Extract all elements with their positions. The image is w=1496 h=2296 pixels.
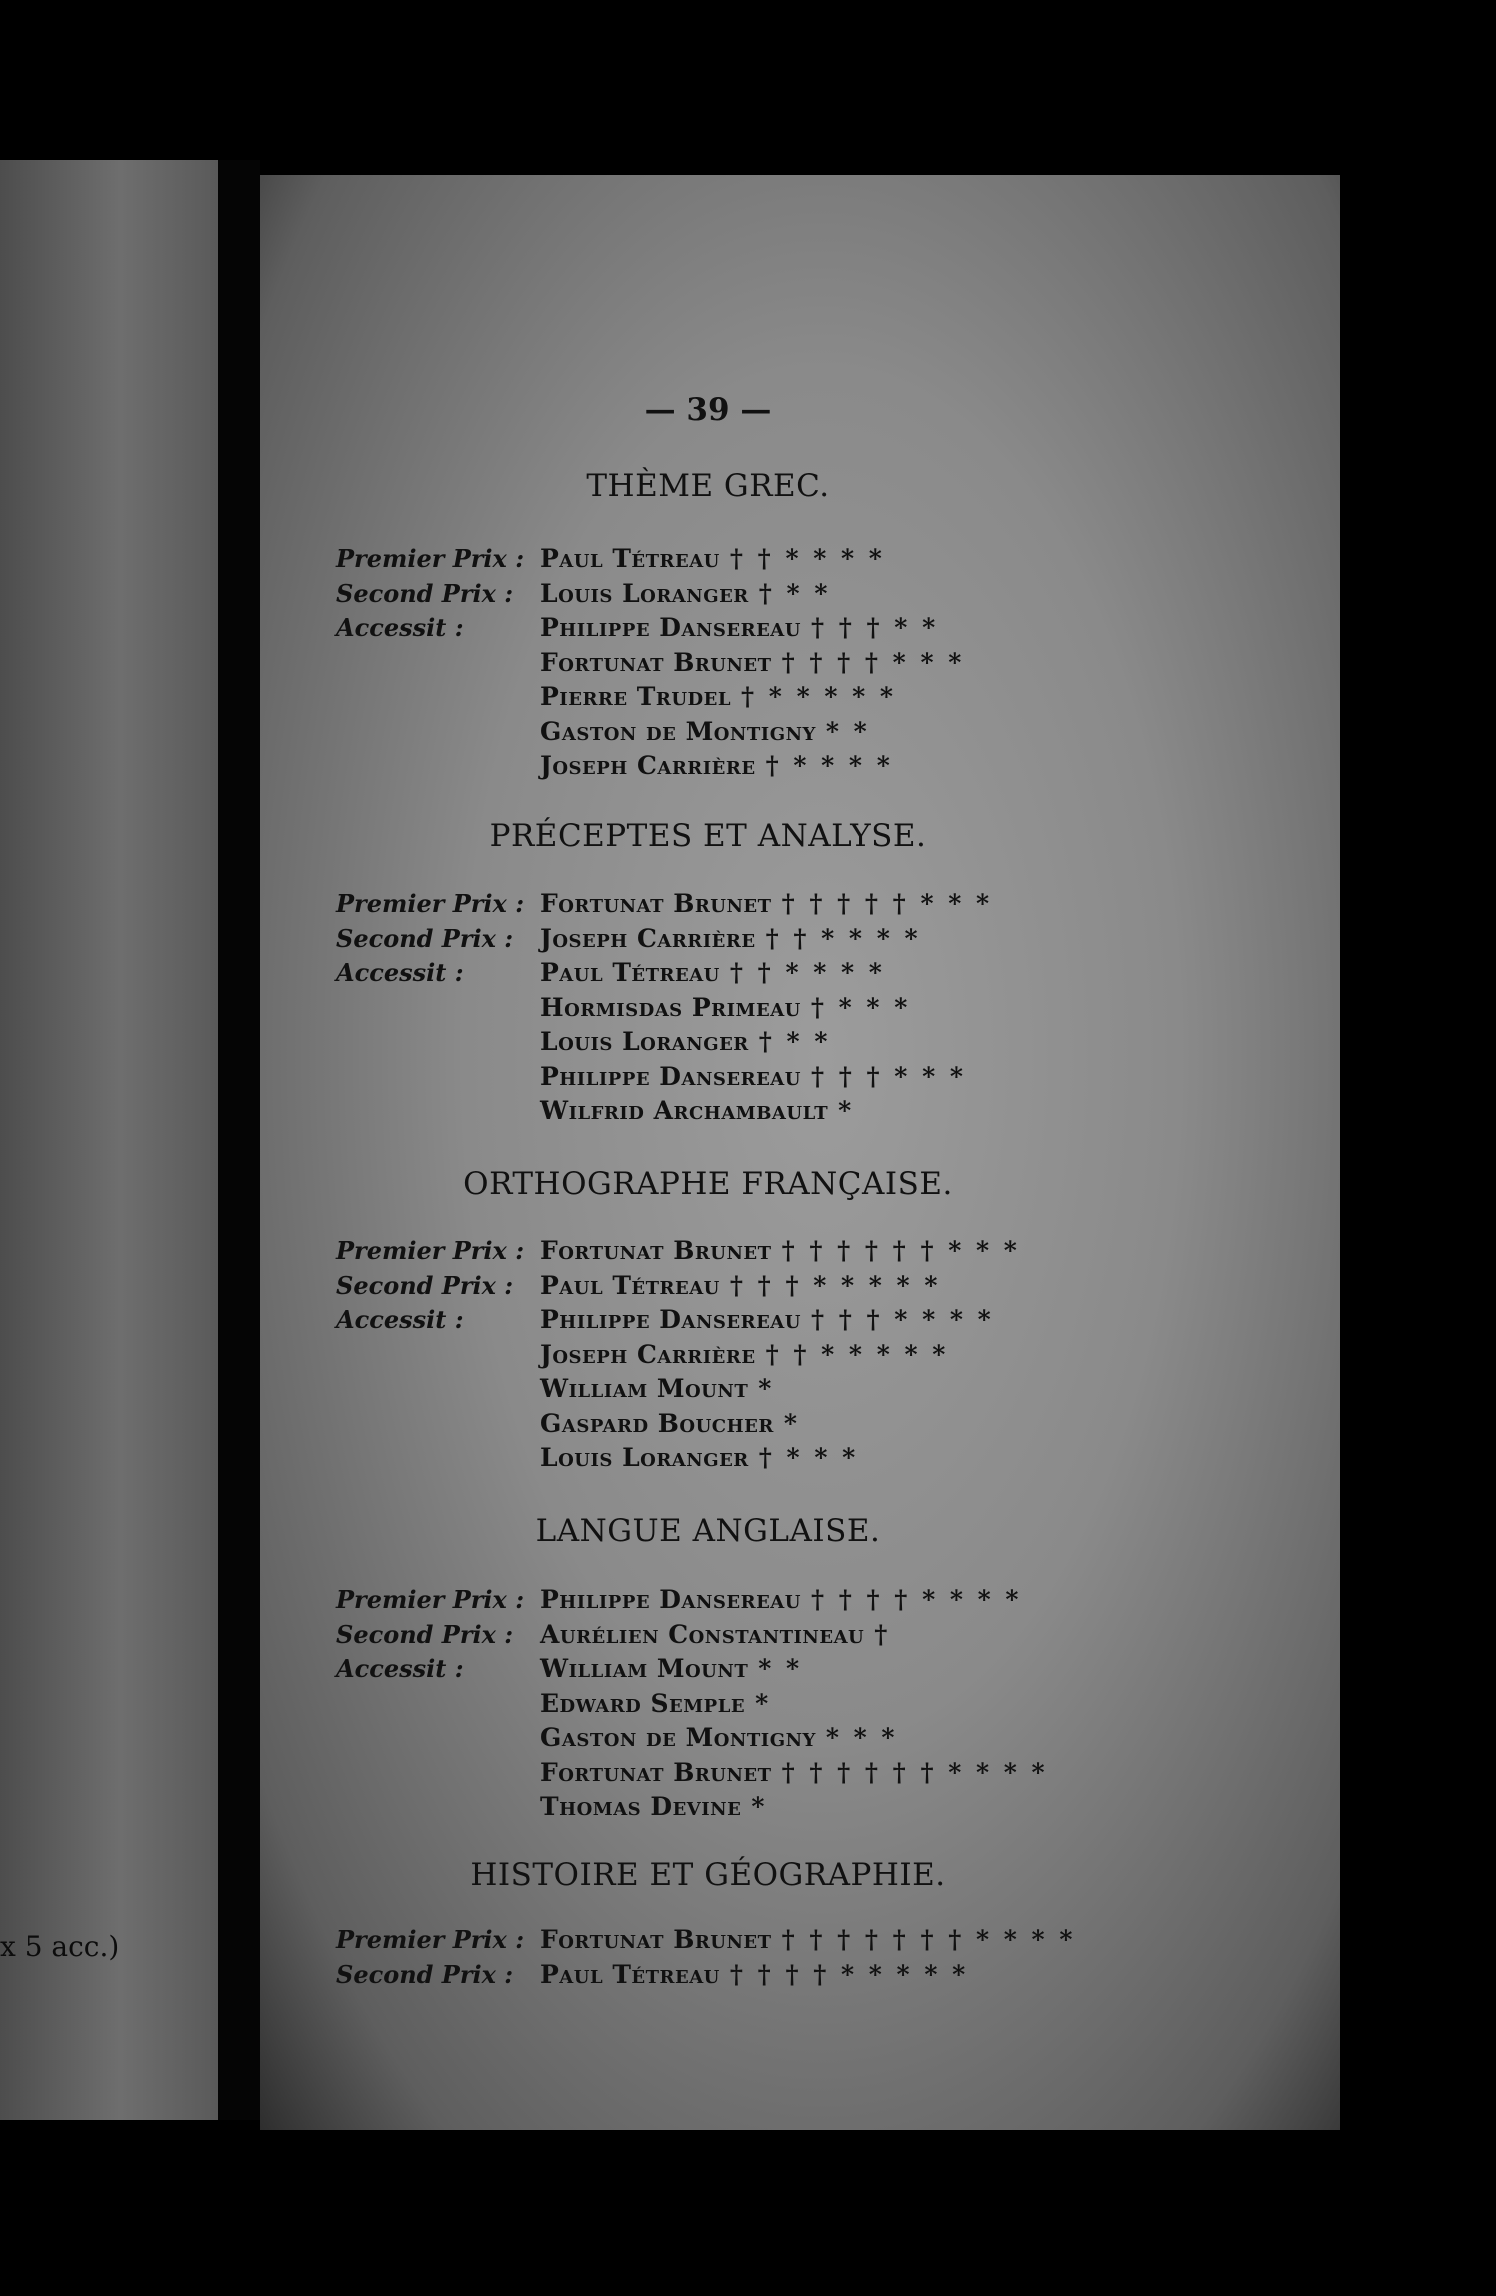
winner: [540, 958, 885, 987]
prize-label: Second Prix :: [336, 1270, 514, 1300]
prize-entry: [0, 751, 1496, 785]
student-name: Gaston de Montigny: [540, 1723, 816, 1752]
student-name: Louis Loranger: [540, 578, 749, 608]
prize-label: Premier Prix :: [336, 1236, 525, 1265]
distinction-marks: † * * * *: [765, 751, 893, 780]
prize-label: Premier Prix :: [336, 1925, 525, 1954]
prize-entry: [0, 924, 1496, 958]
student-name: Pierre Trudel: [540, 682, 732, 711]
winner: [540, 1062, 966, 1091]
student-name: William Mount: [540, 1374, 749, 1403]
prize-entry: [0, 717, 1496, 751]
winner: [540, 613, 938, 642]
prize-entry: [0, 1409, 1496, 1443]
prize-label: Second Prix :: [336, 1619, 514, 1649]
student-name: Fortunat Brunet: [540, 647, 772, 677]
prize-entry: [0, 1960, 1496, 1994]
winner: [540, 751, 893, 780]
prize-label: Second Prix :: [336, 1959, 514, 1989]
section-title: PRÉCEPTES ET ANALYSE.: [489, 818, 927, 854]
prize-label: Second Prix :: [336, 923, 514, 953]
prize-entry: [0, 1758, 1496, 1792]
student-name: Hormisdas Primeau: [540, 992, 801, 1022]
winner: [540, 1654, 802, 1683]
winner: [540, 717, 870, 746]
prize-entry: [0, 1027, 1496, 1061]
distinction-marks: *: [758, 1374, 775, 1403]
prize-label: Second Prix :: [336, 578, 514, 608]
winner: [540, 1960, 968, 1989]
distinction-marks: † † * * * * *: [765, 1339, 949, 1369]
student-name: Fortunat Brunet: [540, 1925, 772, 1954]
prize-entry: [0, 1340, 1496, 1374]
prize-entry: [0, 1689, 1496, 1723]
prize-entry: [0, 1585, 1496, 1619]
prize-entry: [0, 958, 1496, 992]
student-name: Philippe Dansereau: [540, 1305, 801, 1334]
distinction-marks: † † * * * *: [765, 923, 921, 953]
prize-entry: [0, 1654, 1496, 1688]
prize-entry: [0, 648, 1496, 682]
winner: [540, 1585, 1021, 1614]
prize-entry: [0, 1792, 1496, 1826]
winner: [540, 544, 885, 573]
student-name: Paul Tétreau: [540, 1959, 720, 1989]
student-name: Joseph Carrière: [540, 751, 756, 780]
winner: [540, 1758, 1048, 1787]
winner: [540, 1374, 774, 1403]
student-name: Paul Tétreau: [540, 1270, 720, 1300]
distinction-marks: † † † † † † † * * * *: [781, 1925, 1076, 1954]
student-name: Thomas Devine: [540, 1792, 742, 1821]
distinction-marks: *: [783, 1408, 800, 1438]
section-title: THÈME GREC.: [586, 468, 830, 504]
distinction-marks: † † † † * * * *: [810, 1585, 1022, 1614]
student-name: Philippe Dansereau: [540, 1061, 801, 1091]
winner: [540, 1620, 890, 1649]
student-name: Gaspard Boucher: [540, 1408, 774, 1438]
left-page-text-fragment: x 5 acc.): [0, 1930, 120, 1963]
student-name: Louis Loranger: [540, 1027, 749, 1056]
distinction-marks: † † † † † † * * * *: [781, 1757, 1048, 1787]
prize-label: Premier Prix :: [336, 1585, 525, 1614]
distinction-marks: † * *: [758, 1027, 831, 1056]
prize-entry: [0, 613, 1496, 647]
distinction-marks: * *: [758, 1654, 803, 1683]
prize-entry: [0, 1305, 1496, 1339]
prize-entry: [0, 1374, 1496, 1408]
distinction-marks: † † † † † † * * *: [781, 1236, 1020, 1265]
winner: [540, 1027, 830, 1056]
student-name: Aurélien Constantineau: [540, 1619, 865, 1649]
prize-entry: [0, 1271, 1496, 1305]
student-name: Philippe Dansereau: [540, 613, 801, 642]
winner: [540, 648, 964, 677]
student-name: Fortunat Brunet: [540, 1236, 772, 1265]
winner: [540, 1340, 948, 1369]
distinction-marks: † † † * * *: [810, 1061, 966, 1091]
winner: [540, 993, 910, 1022]
winner: [540, 1271, 940, 1300]
distinction-marks: † † † † * * *: [781, 647, 965, 677]
distinction-marks: † † † * *: [810, 613, 939, 642]
student-name: Fortunat Brunet: [540, 1757, 772, 1787]
distinction-marks: † * * *: [810, 992, 911, 1022]
winner: [540, 924, 921, 953]
page-number: — 39 —: [644, 392, 772, 428]
winner: [540, 1689, 771, 1718]
student-name: Edward Semple: [540, 1688, 746, 1718]
student-name: Paul Tétreau: [540, 544, 720, 573]
prize-entry: [0, 682, 1496, 716]
distinction-marks: † † † † † * * *: [781, 889, 993, 918]
distinction-marks: †: [874, 1619, 891, 1649]
prize-entry: [0, 1620, 1496, 1654]
prize-entry: [0, 889, 1496, 923]
winner: [540, 1925, 1075, 1954]
winner: [540, 1409, 800, 1438]
prize-label: Accessit :: [336, 613, 464, 642]
distinction-marks: † * *: [758, 578, 831, 608]
section-title: LANGUE ANGLAISE.: [535, 1513, 881, 1549]
prize-entry: [0, 1062, 1496, 1096]
distinction-marks: *: [755, 1688, 772, 1718]
prize-entry: [0, 544, 1496, 578]
student-name: Wilfrid Archambault: [540, 1096, 829, 1125]
distinction-marks: * * *: [825, 1723, 898, 1752]
distinction-marks: † † † * * * * *: [729, 1270, 941, 1300]
student-name: William Mount: [540, 1654, 749, 1683]
prize-label: Accessit :: [336, 958, 464, 987]
winner: [540, 1723, 898, 1752]
distinction-marks: † † † † * * * * *: [729, 1959, 969, 1989]
prize-label: Premier Prix :: [336, 544, 525, 573]
student-name: Fortunat Brunet: [540, 889, 772, 918]
prize-entry: [0, 993, 1496, 1027]
winner: [540, 1443, 858, 1472]
winner: [540, 682, 896, 711]
winner: [540, 889, 992, 918]
student-name: Joseph Carrière: [540, 1339, 756, 1369]
distinction-marks: † * * * * *: [741, 682, 896, 711]
prize-entry: [0, 1096, 1496, 1130]
student-name: Philippe Dansereau: [540, 1585, 801, 1614]
distinction-marks: † † * * * *: [729, 544, 885, 573]
prize-label: Accessit :: [336, 1305, 464, 1334]
student-name: Louis Loranger: [540, 1443, 749, 1472]
prize-entry: [0, 1723, 1496, 1757]
distinction-marks: *: [751, 1792, 768, 1821]
distinction-marks: † † * * * *: [729, 958, 885, 987]
student-name: Paul Tétreau: [540, 958, 720, 987]
distinction-marks: † * * *: [758, 1443, 859, 1472]
student-name: Gaston de Montigny: [540, 716, 816, 746]
winner: [540, 579, 830, 608]
section-title: ORTHOGRAPHE FRANÇAISE.: [463, 1166, 953, 1202]
prize-entry: [0, 1925, 1496, 1959]
prize-entry: [0, 1443, 1496, 1477]
winner: [540, 1096, 854, 1125]
section-title: HISTOIRE ET GÉOGRAPHIE.: [470, 1857, 946, 1893]
winner: [540, 1305, 994, 1334]
prize-entry: [0, 579, 1496, 613]
student-name: Joseph Carrière: [540, 923, 756, 953]
distinction-marks: * *: [825, 716, 870, 746]
distinction-marks: † † † * * * *: [810, 1305, 994, 1334]
prize-label: Premier Prix :: [336, 889, 525, 918]
prize-entry: [0, 1236, 1496, 1270]
winner: [540, 1236, 1020, 1265]
prize-label: Accessit :: [336, 1654, 464, 1683]
winner: [540, 1792, 767, 1821]
distinction-marks: *: [838, 1096, 855, 1125]
